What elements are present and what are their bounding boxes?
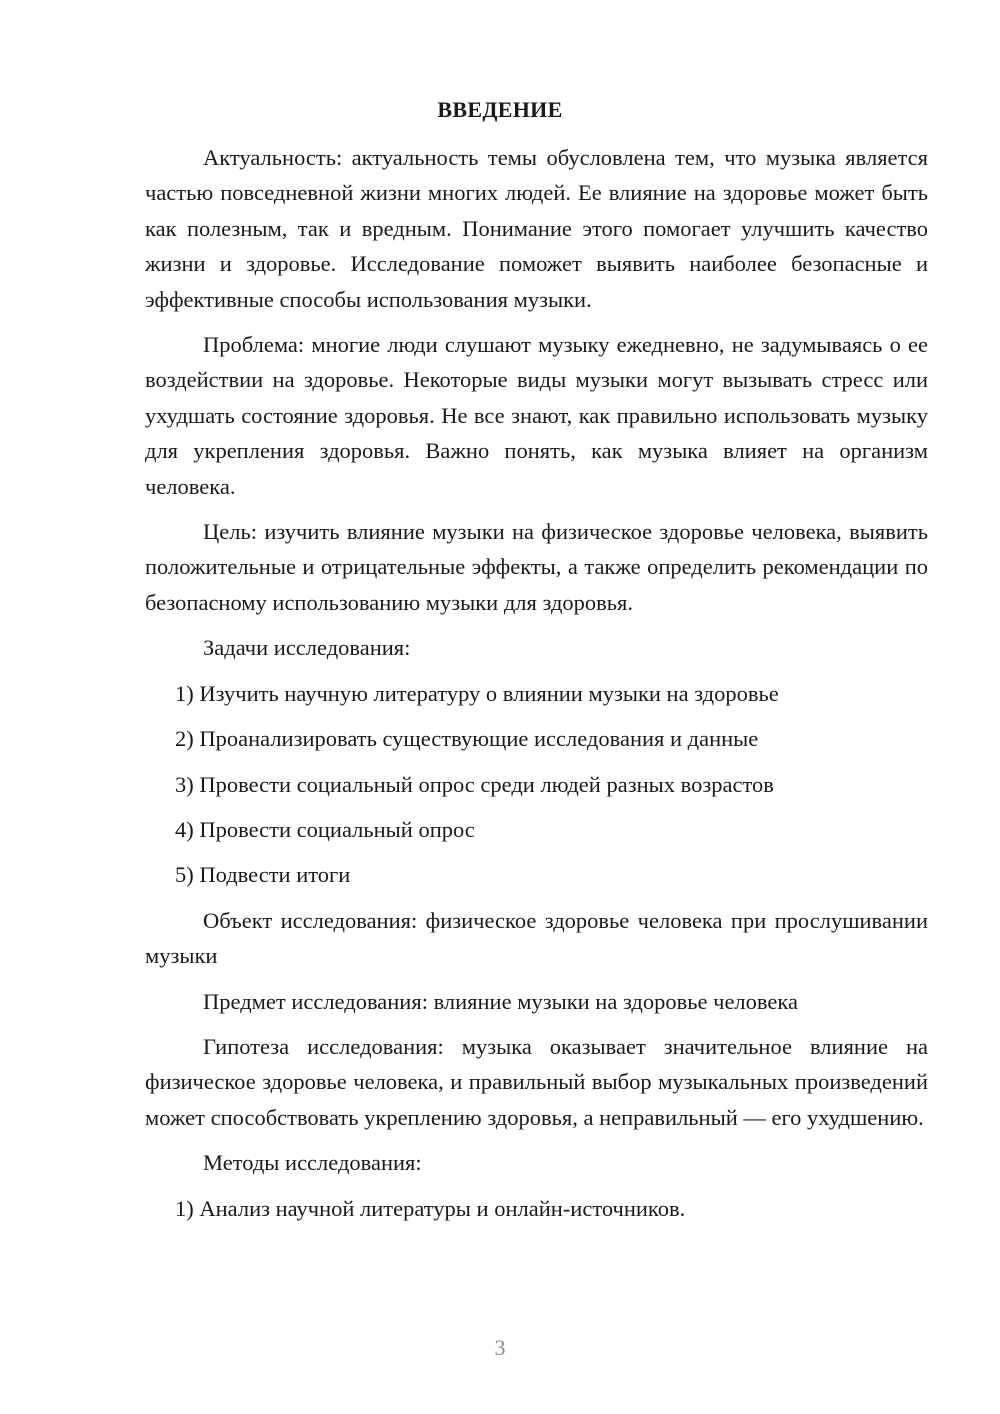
body-text (145, 140, 928, 1226)
hypothesis-paragraph: Гипотеза исследования: музыка оказывает значительное влияние на физическое здоровье человека, и правильный выбор музыкальных произведений может способствовать укреплению здоровья, а неправильный — его ухудшению. (145, 1033, 928, 1130)
relevance-paragraph: Актуальность: актуальность темы обусловлена тем, что музыка является частью повседневной жизни многих людей. Ее влияние на здоровье может быть как полезным, так и вредным. Понимание этого помогает улучшить качество жизни и здоровье. Исследование поможет выявить наиболее безопасные и эффективные способы использования музыки. (145, 145, 928, 312)
list-item: 1) Изучить научную литературу о влиянии музыки на здоровье (175, 680, 779, 706)
problem-paragraph: Проблема: многие люди слушают музыку ежедневно, не задумываясь о ее воздействии на здоровье. Некоторые виды музыки могут вызывать стресс или ухудшать состояние здоровья. Не все знают, как правильно использовать музыку для укрепления здоровья. Важно понять, как музыка влияет на организм человека. (145, 332, 928, 499)
goal-paragraph: Цель: изучить влияние музыки на физическое здоровье человека, выявить положительные и отрицательные эффекты, а также определить рекомендации по безопасному использованию музыки для здоровья. (145, 519, 928, 615)
methods-list (145, 1191, 928, 1226)
tasks-heading: Задачи исследования: (203, 635, 411, 661)
tasks-list (145, 676, 928, 893)
list-item: 2) Проанализировать существующие исследования и данные (175, 726, 759, 752)
subject-paragraph: Предмет исследования: влияние музыки на здоровье человека (203, 988, 798, 1014)
object-paragraph: Объект исследования: физическое здоровье человека при прослушивании музыки (145, 907, 928, 969)
section-title: ВВЕДЕНИЕ (437, 97, 563, 122)
page-number: 3 (494, 1335, 506, 1360)
list-item: 4) Провести социальный опрос (175, 816, 475, 842)
list-item: 3) Провести социальный опрос среди людей разных возрастов (175, 771, 774, 797)
methods-heading: Методы исследования: (203, 1150, 422, 1176)
list-item: 5) Подвести итоги (175, 862, 351, 888)
list-item: 1) Анализ научной литературы и онлайн-источников. (175, 1195, 686, 1221)
